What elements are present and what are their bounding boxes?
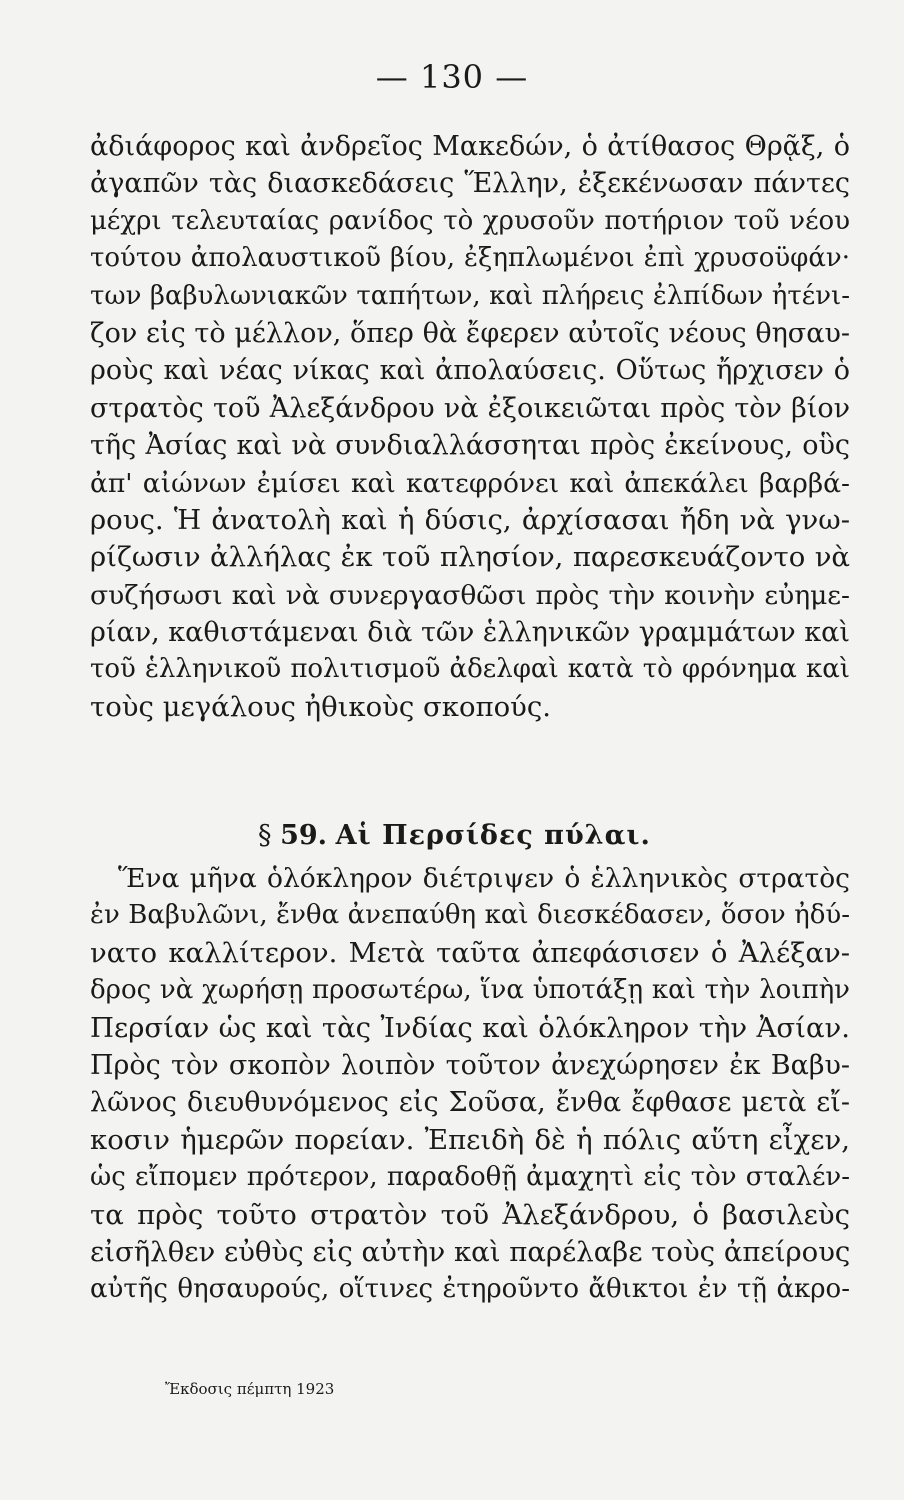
section-number: 59. bbox=[280, 820, 328, 851]
text-line: αὐτῆς θησαυρούς, οἵτινες ἐτηροῦντο ἄθικτοι ἐν τῇ ἀκρο- bbox=[90, 1274, 850, 1305]
text-line: τούτου ἀπολαυστικοῦ βίου, ἐξηπλωμένοι ἐπὶ χρυσοϋφάν· bbox=[90, 243, 850, 274]
text-line: ἐν Βαβυλῶνι, ἔνθα ἀνεπαύθη καὶ διεσκέδασεν, ὅσον ἠδύ- bbox=[90, 900, 850, 931]
text-line: Ἕνα μῆνα ὁλόκληρον διέτριψεν ὁ ἑλληνικὸς στρατὸς bbox=[118, 863, 850, 894]
section-symbol: § bbox=[258, 820, 272, 851]
text-line: τοῦ ἑλληνικοῦ πολιτισμοῦ ἀδελφαὶ κατὰ τὸ φρόνημα καὶ bbox=[90, 654, 850, 685]
text-line: λῶνος διευθυνόμενος εἰς Σοῦσα, ἔνθα ἔφθασε μετὰ εἴ- bbox=[90, 1087, 850, 1119]
text-line: των βαβυλωνιακῶν ταπήτων, καὶ πλήρεις ἐλπίδων ἠτένι- bbox=[90, 280, 850, 311]
text-line: ροὺς καὶ νέας νίκας καὶ ἀπολαύσεις. Οὕτως ἤρχισεν ὁ bbox=[90, 355, 850, 387]
paragraph-2 bbox=[90, 860, 850, 1309]
text-line: μέχρι τελευταίας ρανίδος τὸ χρυσοῦν ποτήριον τοῦ νέου bbox=[90, 205, 850, 236]
section-heading bbox=[258, 818, 651, 854]
edition-footnote: Ἔκδοσις πέμπτη 1923 bbox=[165, 1380, 335, 1398]
text-line: τοὺς μεγάλους ἠθικοὺς σκοπούς. bbox=[90, 690, 552, 723]
section-title: Αἱ Περσίδες πύλαι. bbox=[335, 820, 651, 851]
text-line: δρος νὰ χωρήσῃ προσωτέρω, ἵνα ὑποτάξῃ καὶ τὴν λοιπὴν bbox=[90, 975, 850, 1006]
text-line: ρίζωσιν ἀλλήλας ἐκ τοῦ πλησίον, παρεσκευάζοντο νὰ bbox=[90, 541, 850, 574]
text-line: ρίαν, καθιστάμεναι διὰ τῶν ἑλληνικῶν γραμμάτων καὶ bbox=[90, 617, 850, 649]
text-line: ζον εἰς τὸ μέλλον, ὅπερ θὰ ἔφερεν αὐτοῖς νέους θησαυ- bbox=[90, 317, 850, 349]
text-line: ἀδιάφορος καὶ ἀνδρεῖος Μακεδών, ὁ ἀτίθασος Θρᾷξ, ὁ bbox=[90, 131, 850, 162]
text-line: Περσίαν ὡς καὶ τὰς Ἰνδίας καὶ ὁλόκληρον τὴν Ἀσίαν. bbox=[90, 1011, 850, 1044]
text-line: ἀπ' αἰώνων ἐμίσει καὶ κατεφρόνει καὶ ἀπεκάλει βαρβά- bbox=[90, 467, 850, 499]
text-line: ἀγαπῶν τὰς διασκεδάσεις Ἕλλην, ἐξεκένωσαν πάντες bbox=[90, 168, 850, 200]
text-line: στρατὸς τοῦ Ἀλεξάνδρου νὰ ἐξοικειῶται πρὸς τὸν βίον bbox=[90, 392, 850, 424]
text-line: ρους. Ἡ ἀνατολὴ καὶ ἡ δύσις, ἀρχίσασαι ἤδη νὰ γνω- bbox=[90, 503, 850, 536]
text-line: ὡς εἴπομεν πρότερον, παραδοθῇ ἀμαχητὶ εἰς τὸν σταλέν- bbox=[90, 1162, 850, 1193]
text-line: εἰσῆλθεν εὐθὺς εἰς αὐτὴν καὶ παρέλαβε τοὺς ἀπείρους bbox=[90, 1235, 851, 1268]
text-line: κοσιν ἡμερῶν πορείαν. Ἐπειδὴ δὲ ἡ πόλις αὕτη εἶχεν, bbox=[90, 1123, 850, 1156]
text-line: τα πρὸς τοῦτο στρατὸν τοῦ Ἀλεξάνδρου, ὁ βασιλεὺς bbox=[90, 1198, 850, 1231]
text-line: συζήσωσι καὶ νὰ συνεργασθῶσι πρὸς τὴν κοινὴν εὐημε- bbox=[90, 579, 850, 611]
page-number: — 130 — bbox=[375, 58, 529, 96]
text-line: νατο καλλίτερον. Μετὰ ταῦτα ἀπεφάσισεν ὁ Ἀλέξαν- bbox=[90, 936, 850, 969]
paragraph-1 bbox=[90, 128, 850, 726]
text-line: τῆς Ἀσίας καὶ νὰ συνδιαλλάσσηται πρὸς ἐκείνους, οὓς bbox=[90, 430, 850, 462]
text-line: Πρὸς τὸν σκοπὸν λοιπὸν τοῦτον ἀνεχώρησεν ἐκ Βαβυ- bbox=[90, 1049, 850, 1081]
